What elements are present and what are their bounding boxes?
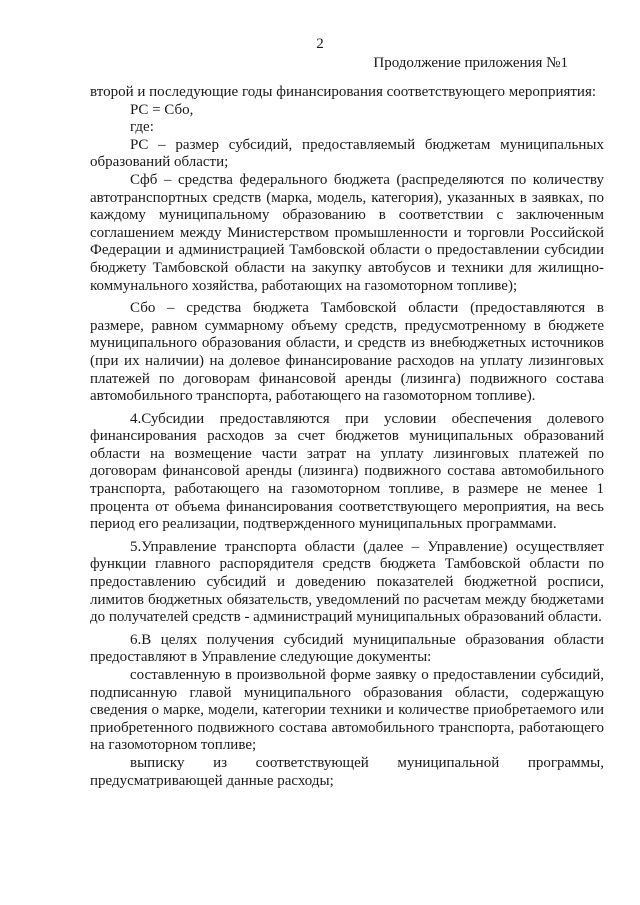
paragraph: Сфб – средства федерального бюджета (распределяются по количеству автотранспортных средств (марка, модель, категория), указанных в заявках, по каждому муниципальному образованию в соответствии с заключенным соглашением между Министерством промышленности и торговли Российской Федерации и администрацией Тамбовской области о предоставлении субсидии бюджету Тамбовской области на закупку автобусов и техники для жилищно-коммунального хозяйства, работающих на газомоторном топливе); xyxy=(90,171,604,294)
paragraph: 4.Субсидии предоставляются при условии обеспечения долевого финансирования расходов за счет бюджетов муниципальных образований области на возмещение части затрат на уплату лизинговых платежей по договорам финансовой аренды (лизинга) подвижного состава автомобильного транспорта, работающего на газомоторном топливе, в размере не менее 1 процента от объема финансирования соответствующего мероприятия, на весь период его реализации, подтвержденного муниципальных программами. xyxy=(90,410,604,533)
paragraph: Сбо – средства бюджета Тамбовской области (предоставляются в размере, равном суммарному объему средств, предусмотренному в бюджете муниципального образования области, и средств из внебюджетных источников (при их наличии) на долевое финансирование расходов на уплату лизинговых платежей по договорам финансовой аренды (лизинга) подвижного состава автомобильного транспорта, работающего на газомоторном топливе). xyxy=(90,300,604,405)
paragraph: выписку из соответствующей муниципальной программы, предусматривающей данные расходы; xyxy=(90,754,604,789)
paragraph: PC – размер субсидий, предоставляемый бюджетам муниципальных образований области; xyxy=(90,136,604,171)
paragraph: PC = Сбо, xyxy=(130,101,194,118)
page-number: 2 xyxy=(316,36,324,52)
paragraph: составленную в произвольной форме заявку о предоставлении субсидий, подписанную главой муниципального образования области, содержащую сведения о марке, модели, категории техники и количестве приобретаемого или приобретенного подвижного состава автомобильного транспорта, работающего на газомоторном топливе; xyxy=(90,667,604,754)
paragraph: 5.Управление транспорта области (далее – Управление) осуществляет функции главного распорядителя средств бюджета Тамбовской области по предоставлению субсидий и доведению показателей бюджетной росписи, лимитов бюджетных обязательств, уведомлений по расчетам между бюджетами до получателей средств - администраций муниципальных образований области. xyxy=(90,538,604,626)
appendix-heading: Продолжение приложения №1 xyxy=(373,55,568,71)
document-body xyxy=(90,84,604,790)
paragraph: второй и последующие годы финансирования соответствующего мероприятия: xyxy=(90,84,597,100)
paragraph: 6.В целях получения субсидий муниципальные образования области предоставляют в Управление следующие документы: xyxy=(90,631,604,666)
paragraph: где: xyxy=(130,119,154,136)
